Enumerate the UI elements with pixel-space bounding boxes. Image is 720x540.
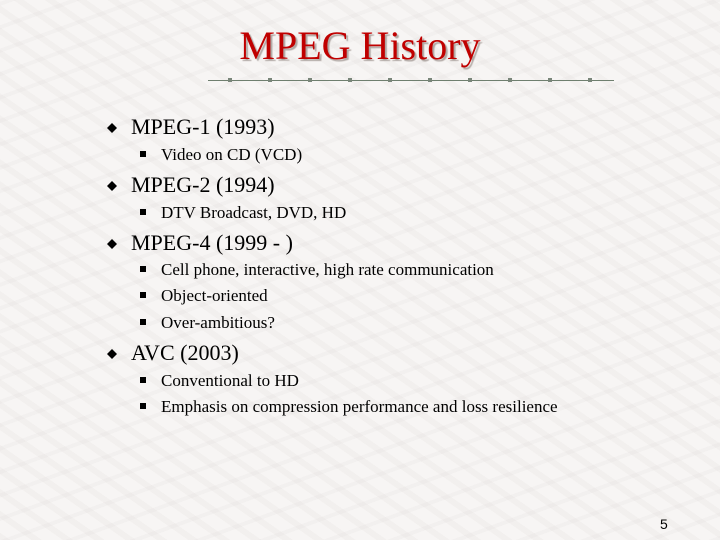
diamond-bullet-icon (107, 123, 117, 133)
square-bullet-icon (140, 319, 146, 325)
diamond-bullet-icon (107, 349, 117, 359)
sub-bullet-text: Emphasis on compression performance and loss resilience (161, 397, 558, 416)
sub-bullet-text: Video on CD (VCD) (161, 145, 303, 164)
rule-dot (468, 78, 472, 82)
rule-dot (308, 78, 312, 82)
rule-dot (548, 78, 552, 82)
bullet-text: MPEG-1 (1993) (131, 114, 275, 139)
sub-bullet-text: Object-oriented (161, 286, 268, 305)
diamond-bullet-icon (107, 239, 117, 249)
bullet-text: MPEG-2 (1994) (131, 172, 275, 197)
square-bullet-icon (140, 266, 146, 272)
slide-title: MPEG History (239, 23, 481, 68)
sub-bullet-text: Over-ambitious? (161, 313, 275, 332)
sub-bullet-text: Conventional to HD (161, 371, 299, 390)
rule-dot (268, 78, 272, 82)
bullet-text: MPEG-4 (1999 - ) (131, 230, 293, 255)
page-number: 5 (660, 516, 668, 532)
rule-dot (348, 78, 352, 82)
title-underline (208, 76, 614, 86)
square-bullet-icon (140, 151, 146, 157)
bullet-text: AVC (2003) (131, 340, 239, 365)
rule-dot (508, 78, 512, 82)
rule-dot (428, 78, 432, 82)
square-bullet-icon (140, 292, 146, 298)
rule-dot (588, 78, 592, 82)
rule-dot (228, 78, 232, 82)
rule-dot (388, 78, 392, 82)
square-bullet-icon (140, 377, 146, 383)
diamond-bullet-icon (107, 181, 117, 191)
square-bullet-icon (140, 209, 146, 215)
sub-bullet-text: Cell phone, interactive, high rate communication (161, 260, 494, 279)
square-bullet-icon (140, 403, 146, 409)
sub-bullet-text: DTV Broadcast, DVD, HD (161, 203, 347, 222)
